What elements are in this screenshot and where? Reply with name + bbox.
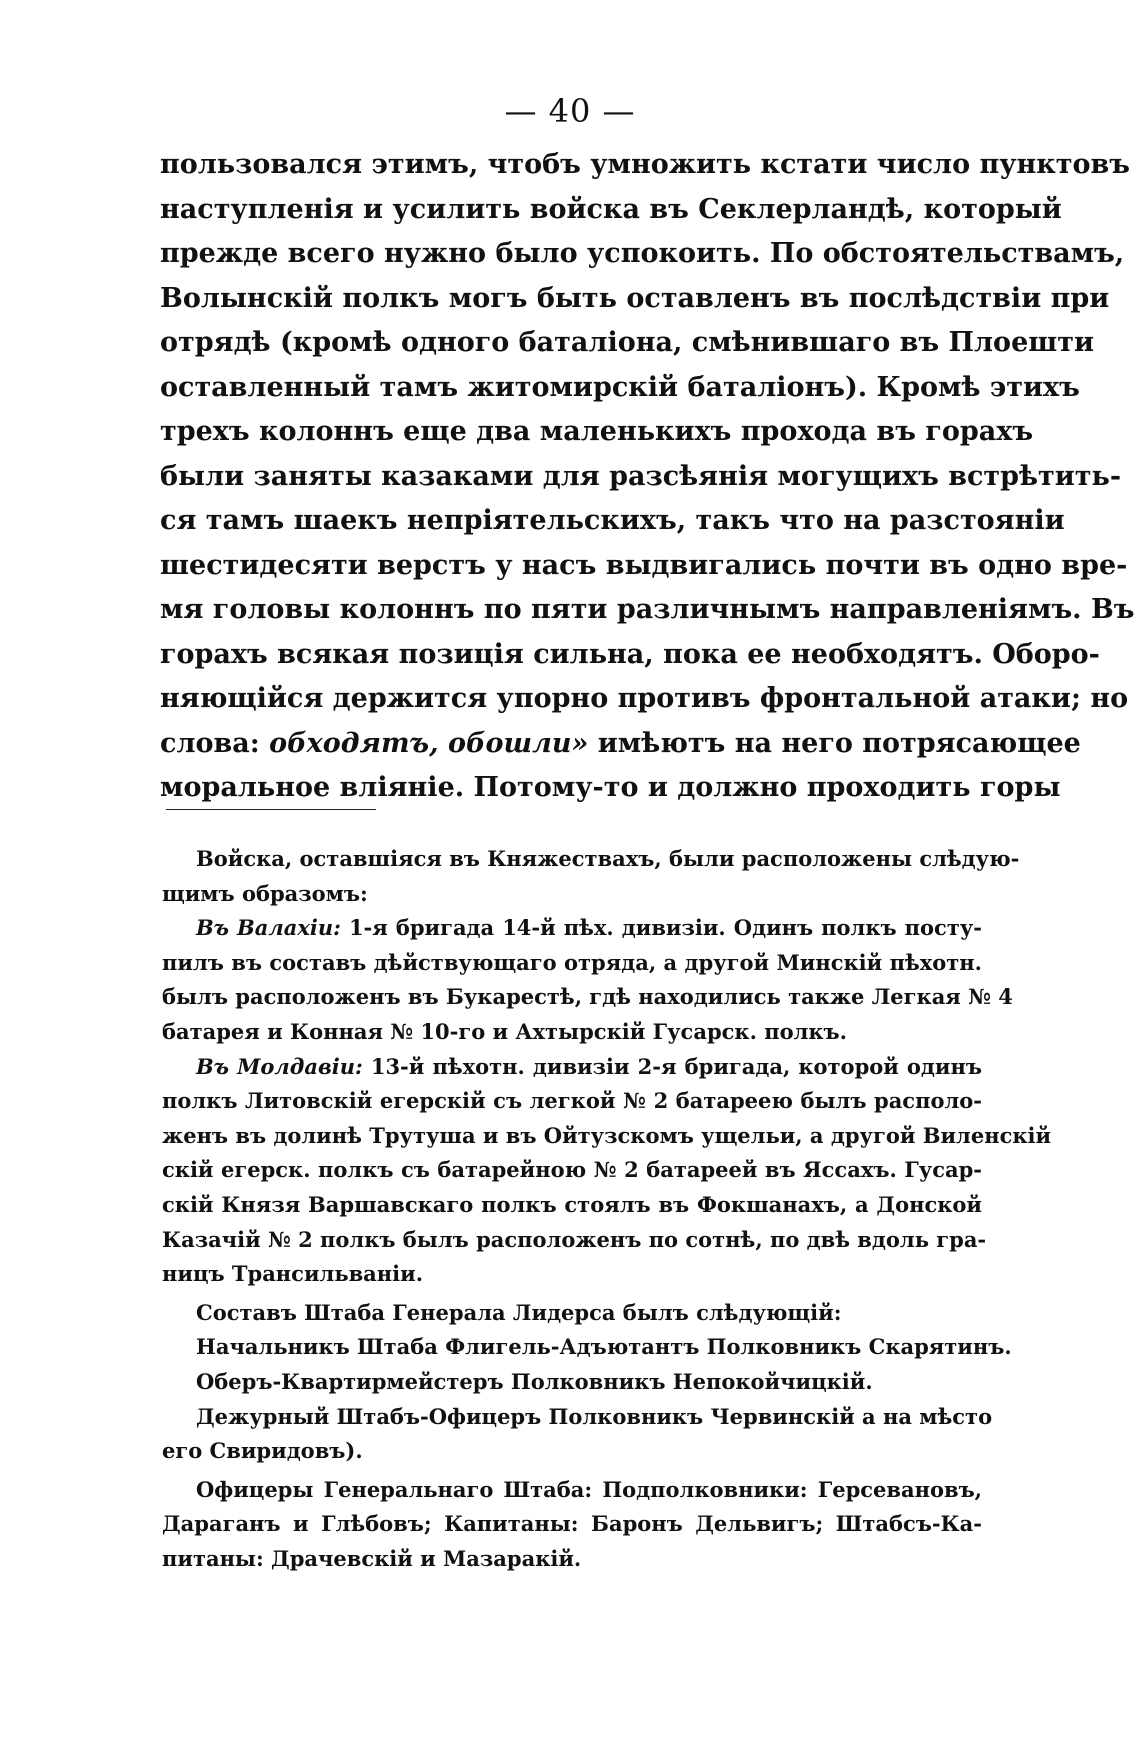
footnote-line: Дараганъ и Глѣбовъ; Капитаны: Баронъ Дельвигъ; Штабсъ-Ка-	[162, 1511, 982, 1537]
footnote-line	[162, 911, 982, 946]
text-line	[160, 722, 1081, 767]
footnote-divider	[166, 809, 376, 810]
footnote-line: батарея и Конная № 10-го и Ахтырскій Гусарск. полкъ.	[162, 1018, 847, 1044]
text-line: ся тамъ шаекъ непріятельскихъ, такъ что на разстояніи	[160, 505, 1065, 536]
footnote-line: питаны: Драчевскій и Мазаракій.	[162, 1545, 582, 1571]
footnote-line: Войска, оставшіяся въ Княжествахъ, были расположены слѣдую-	[196, 846, 1020, 871]
footnote-line: Офицеры Генеральнаго Штаба: Подполковники: Герсевановъ,	[196, 1476, 982, 1502]
footnote-line: Оберъ-Квартирмейстеръ Полковникъ Непокойчицкій.	[196, 1368, 873, 1394]
footnote-line: скій Князя Варшавскаго полкъ стоялъ въ Фокшанахъ, а Донской	[162, 1191, 982, 1217]
text-line: прежде всего нужно было успокоить. По обстоятельствамъ,	[160, 238, 1125, 269]
text-line: отрядѣ (кромѣ одного баталіона, смѣнившаго въ Плоешти	[160, 327, 1095, 358]
footnote-line: Дежурный Штабъ-Офицеръ Полковникъ Червинскій а на мѣсто	[196, 1403, 993, 1429]
text-fragment: 1-я бригада 14-й пѣх. дивизіи. Одинъ полкъ посту-	[340, 915, 982, 941]
text-line: шестидесяти верстъ у насъ выдвигались почти въ одно вре-	[160, 549, 1128, 581]
page-number: — 40 —	[504, 92, 636, 130]
text-line: няющійся держится упорно противъ фронтальной атаки; но	[160, 683, 1129, 714]
text-line: пользовался этимъ, чтобъ умножить кстати число пунктовъ	[160, 149, 1130, 180]
text-line: мя головы колоннъ по пяти различнымъ направленіямъ. Въ	[160, 594, 1135, 625]
text-line: моральное вліяніе. Потому-то и должно проходить горы	[160, 772, 1061, 803]
text-fragment: имѣютъ на него потрясающее	[588, 727, 1081, 759]
footnote-line	[162, 1050, 982, 1085]
footnote-label: Въ Валахіи:	[196, 915, 341, 941]
footnote-line: Составъ Штаба Генерала Лидерса былъ слѣдующій:	[196, 1299, 842, 1325]
footnote-line: пилъ въ составъ дѣйствующаго отряда, а другой Минскій пѣхотн.	[162, 949, 982, 975]
text-line: были заняты казаками для разсѣянія могущихъ встрѣтить-	[160, 460, 1122, 492]
footnote-line: скій егерск. полкъ съ батарейною № 2 батареей въ Яссахъ. Гусар-	[162, 1157, 982, 1183]
main-text	[160, 143, 1135, 811]
text-line: Волынскій полкъ могъ быть оставленъ въ послѣдствіи при	[160, 282, 1110, 314]
footnote-line: былъ расположенъ въ Букарестѣ, гдѣ находились также Легкая № 4	[162, 984, 1013, 1010]
text-line: трехъ колоннъ еще два маленькихъ прохода въ горахъ	[160, 416, 1034, 447]
text-line: наступленія и усилить войска въ Секлерландѣ, который	[160, 193, 1062, 225]
footnote-line: полкъ Литовскій егерскій съ легкой № 2 батареею былъ располо-	[162, 1088, 982, 1114]
footnote-label: Въ Молдавіи:	[196, 1053, 363, 1079]
text-fragment: слова:	[160, 727, 270, 759]
italic-phrase: обходятъ, обошли»	[269, 727, 589, 759]
footnote-block	[162, 842, 1052, 1576]
footnote-line: его Свиридовъ).	[162, 1438, 363, 1464]
footnote-line: Казачій № 2 полкъ былъ расположенъ по сотнѣ, по двѣ вдоль гра-	[162, 1226, 987, 1252]
text-line: оставленный тамъ житомирскій баталіонъ). Кромѣ этихъ	[160, 371, 1080, 403]
footnote-line: ницъ Трансильваніи.	[162, 1261, 424, 1287]
text-line: горахъ всякая позиція сильна, пока ее необходятъ. Оборо-	[160, 638, 1100, 670]
text-fragment: 13-й пѣхотн. дивизіи 2-я бригада, которой одинъ	[362, 1053, 982, 1079]
footnote-line: Начальникъ Штаба Флигель-Адъютантъ Полковникъ Скарятинъ.	[196, 1334, 1012, 1360]
footnote-line: женъ въ долинѣ Трутуша и въ Ойтузскомъ ущельи, а другой Виленскій	[162, 1122, 1052, 1148]
footnote-line: щимъ образомъ:	[162, 880, 368, 906]
